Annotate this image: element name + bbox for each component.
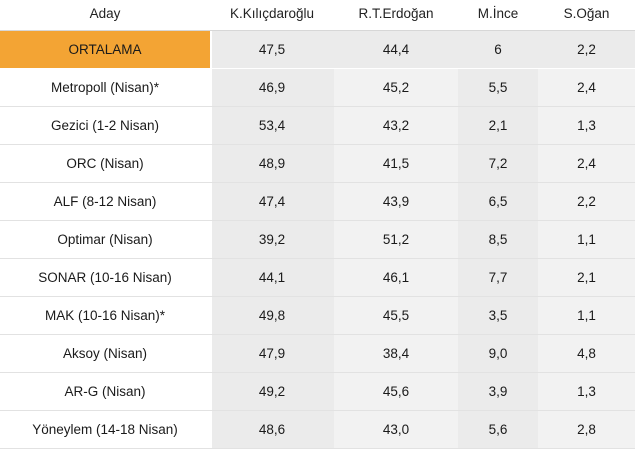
poll-value-cell: 49,2 — [210, 373, 334, 411]
poll-value-cell: 8,5 — [458, 221, 538, 259]
column-header-ogan: S.Oğan — [538, 0, 635, 31]
poll-value-cell: 46,9 — [210, 69, 334, 107]
poll-value-cell: 44,1 — [210, 259, 334, 297]
poll-value-cell: 44,4 — [334, 31, 458, 69]
poll-value-cell: 7,7 — [458, 259, 538, 297]
poll-source-name: Gezici (1-2 Nisan) — [0, 107, 210, 145]
poll-value-cell: 51,2 — [334, 221, 458, 259]
column-header-aday: Aday — [0, 0, 210, 31]
poll-value-cell: 47,5 — [210, 31, 334, 69]
poll-value-cell: 45,6 — [334, 373, 458, 411]
table-body — [0, 31, 635, 449]
poll-value-cell: 53,4 — [210, 107, 334, 145]
poll-value-cell: 38,4 — [334, 335, 458, 373]
poll-source-name: AR-G (Nisan) — [0, 373, 210, 411]
column-header-erdogan: R.T.Erdoğan — [334, 0, 458, 31]
column-header-ince: M.İnce — [458, 0, 538, 31]
poll-value-cell: 1,3 — [538, 373, 635, 411]
poll-value-cell: 43,9 — [334, 183, 458, 221]
poll-value-cell: 1,3 — [538, 107, 635, 145]
table-row — [0, 335, 635, 373]
poll-value-cell: 45,5 — [334, 297, 458, 335]
table-row — [0, 411, 635, 449]
poll-source-name: MAK (10-16 Nisan)* — [0, 297, 210, 335]
poll-source-name: Yöneylem (14-18 Nisan) — [0, 411, 210, 449]
poll-value-cell: 2,4 — [538, 69, 635, 107]
poll-value-cell: 2,1 — [458, 107, 538, 145]
table-row — [0, 145, 635, 183]
poll-value-cell: 3,9 — [458, 373, 538, 411]
poll-value-cell: 4,8 — [538, 335, 635, 373]
poll-value-cell: 5,5 — [458, 69, 538, 107]
poll-value-cell: 1,1 — [538, 297, 635, 335]
poll-source-name: Aksoy (Nisan) — [0, 335, 210, 373]
table-header-row — [0, 0, 635, 31]
poll-source-name: ORC (Nisan) — [0, 145, 210, 183]
table-row — [0, 373, 635, 411]
poll-value-cell: 7,2 — [458, 145, 538, 183]
poll-source-name: Optimar (Nisan) — [0, 221, 210, 259]
poll-value-cell: 1,1 — [538, 221, 635, 259]
poll-source-name: Metropoll (Nisan)* — [0, 69, 210, 107]
table-header — [0, 0, 635, 31]
poll-value-cell: 47,9 — [210, 335, 334, 373]
poll-value-cell: 47,4 — [210, 183, 334, 221]
poll-value-cell: 2,1 — [538, 259, 635, 297]
table-row — [0, 259, 635, 297]
poll-value-cell: 48,6 — [210, 411, 334, 449]
poll-value-cell: 48,9 — [210, 145, 334, 183]
poll-value-cell: 45,2 — [334, 69, 458, 107]
poll-value-cell: 49,8 — [210, 297, 334, 335]
poll-source-name: ALF (8-12 Nisan) — [0, 183, 210, 221]
poll-value-cell: 2,4 — [538, 145, 635, 183]
table-row — [0, 69, 635, 107]
table-row — [0, 31, 635, 69]
poll-source-name: SONAR (10-16 Nisan) — [0, 259, 210, 297]
column-header-kilicdaroglu: K.Kılıçdaroğlu — [210, 0, 334, 31]
poll-value-cell: 46,1 — [334, 259, 458, 297]
table-row — [0, 183, 635, 221]
poll-value-cell: 2,2 — [538, 31, 635, 69]
poll-value-cell: 39,2 — [210, 221, 334, 259]
poll-value-cell: 41,5 — [334, 145, 458, 183]
poll-value-cell: 6 — [458, 31, 538, 69]
poll-value-cell: 3,5 — [458, 297, 538, 335]
poll-value-cell: 43,0 — [334, 411, 458, 449]
poll-value-cell: 5,6 — [458, 411, 538, 449]
poll-value-cell: 2,8 — [538, 411, 635, 449]
poll-value-cell: 9,0 — [458, 335, 538, 373]
poll-value-cell: 2,2 — [538, 183, 635, 221]
table-row — [0, 297, 635, 335]
table-row — [0, 221, 635, 259]
poll-value-cell: 43,2 — [334, 107, 458, 145]
poll-value-cell: 6,5 — [458, 183, 538, 221]
poll-source-name: ORTALAMA — [0, 31, 210, 69]
table-row — [0, 107, 635, 145]
